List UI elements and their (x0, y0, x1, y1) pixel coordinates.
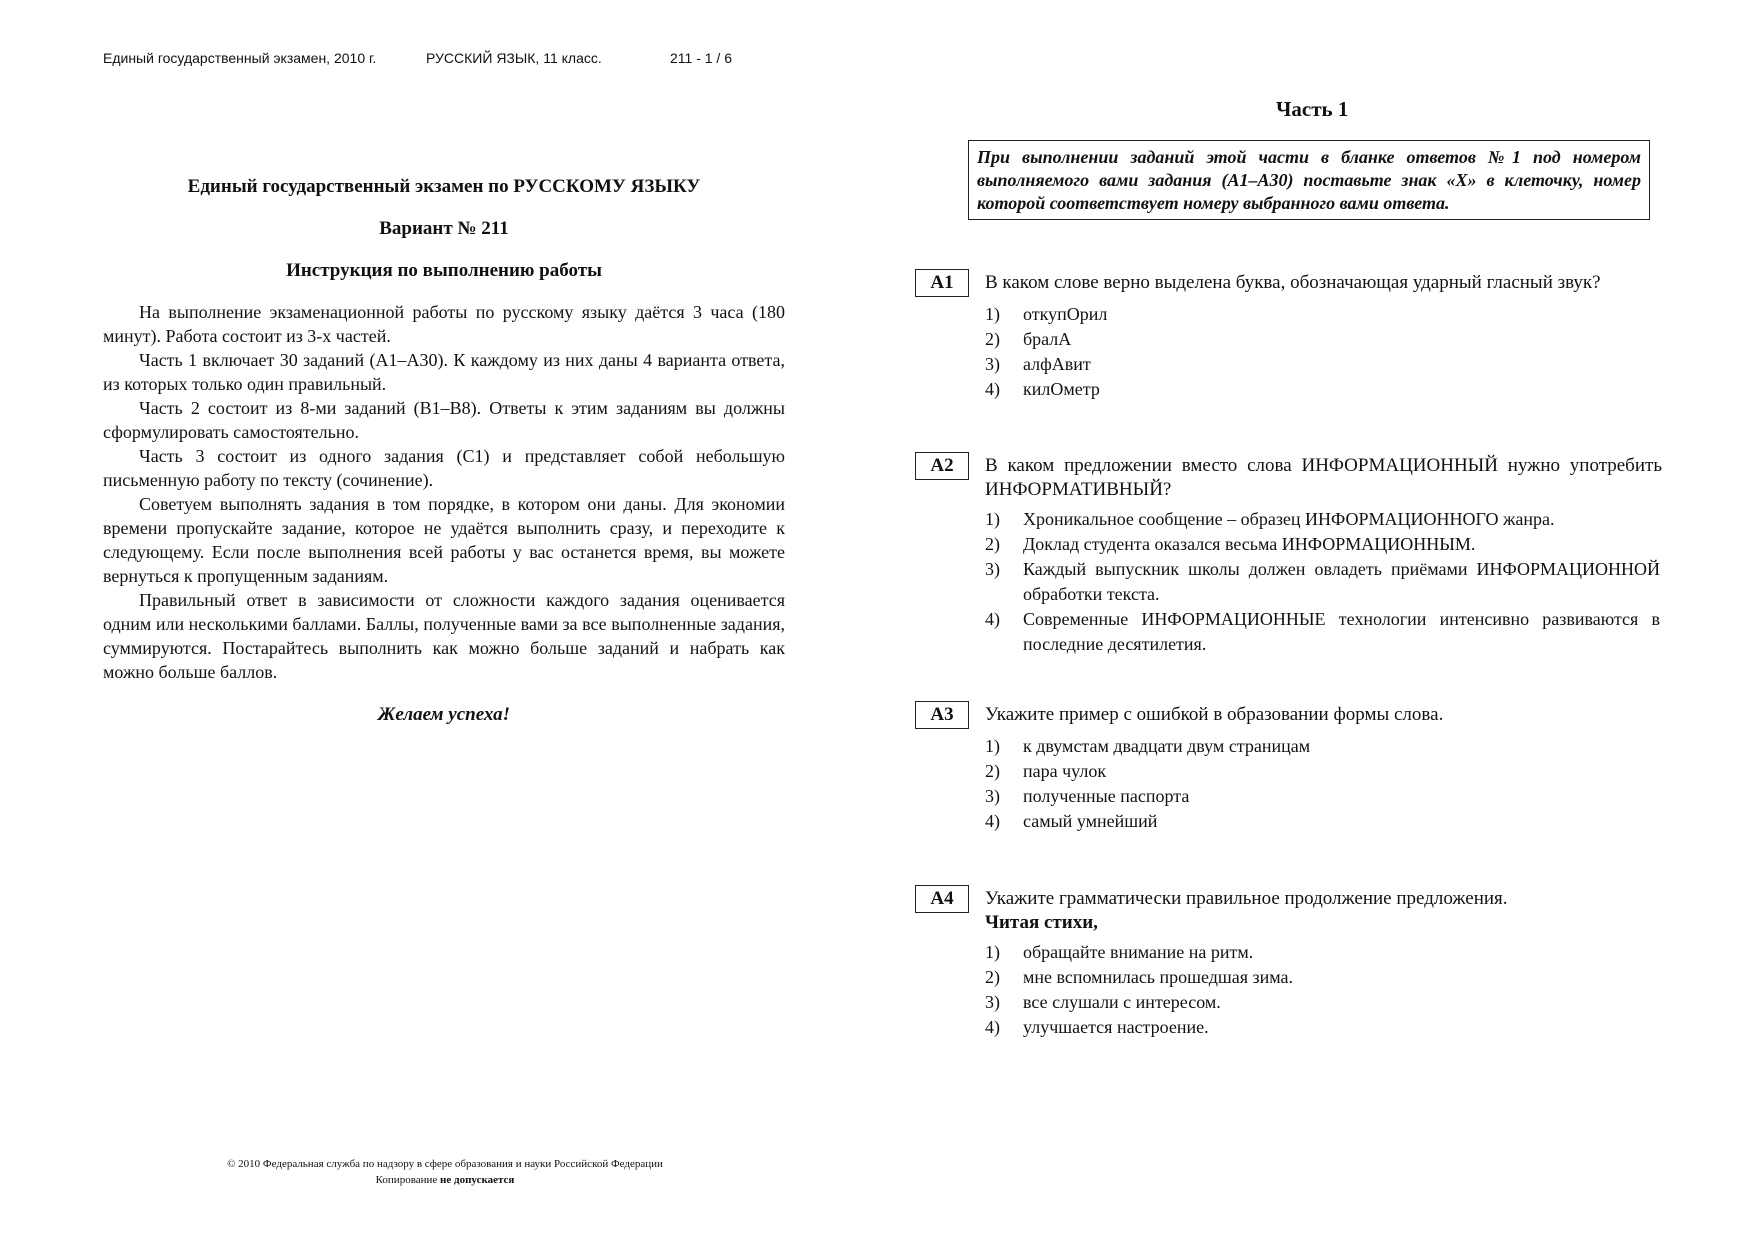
header-page: 211 - 1 / 6 (670, 50, 733, 66)
instruction-paragraph: Часть 1 включает 30 заданий (А1–А30). К каждому из них даны 4 варианта ответа, из которых только один правильный. (103, 350, 785, 394)
option-number: 2) (985, 761, 1000, 781)
option-text: Современные ИНФОРМАЦИОННЫЕ технологии интенсивно развиваются в последние десятилетия. (1023, 609, 1660, 654)
option-text: к двумстам двадцати двум страницам (1023, 736, 1311, 756)
task-question: Укажите пример с ошибкой в образовании формы слова. (985, 704, 1444, 725)
copy-notice (120, 1172, 770, 1188)
task-question (985, 887, 1662, 935)
option-text: Каждый выпускник школы должен овладеть приёмами ИНФОРМАЦИОННОЙ обработки текста. (1023, 559, 1660, 604)
task-number: А4 (915, 885, 969, 913)
task-options (985, 734, 1660, 834)
instruction-paragraph: Часть 2 состоит из 8-ми заданий (В1–В8). Ответы к этим заданиям вы должны сформулировать самостоятельно. (103, 398, 785, 442)
option-number: 1) (985, 736, 1000, 756)
instruction-paragraph: Правильный ответ в зависимости от сложности каждого задания оценивается одним или несколькими баллами. Баллы, полученные вами за все выполненные задания, суммируются. Постарайтесь выполнить как можно больше заданий и набрать как можно больше баллов. (103, 590, 785, 682)
option-number: 3) (985, 992, 1000, 1012)
instructions-body (103, 300, 785, 684)
task-number: А2 (915, 452, 969, 480)
part-instruction-box: При выполнении заданий этой части в бланке ответов №1 под номером выполняемого вами задания (А1–А30) поставьте знак «Х» в клеточку, номер которой соответствует номеру выбранного вами ответа. (968, 140, 1650, 220)
answer-option[interactable] (985, 1015, 1660, 1040)
header-exam: Единый государственный экзамен, 2010 г. (103, 50, 377, 66)
answer-option[interactable] (985, 940, 1660, 965)
option-number: 4) (985, 811, 1000, 831)
option-number: 4) (985, 379, 1000, 399)
option-text: пара чулок (1023, 761, 1107, 781)
task-question-text: Укажите грамматически правильное продолжение предложения. (985, 888, 1508, 909)
option-number: 1) (985, 304, 1000, 324)
left-column (103, 160, 785, 726)
option-number: 3) (985, 786, 1000, 806)
option-text: мне вспомнилась прошедшая зима. (1023, 967, 1294, 987)
option-text: самый умнейший (1023, 811, 1158, 831)
task-options (985, 302, 1660, 402)
option-text: откупОрил (1023, 304, 1108, 324)
task-question: В каком слове верно выделена буква, обозначающая ударный гласный звук? (985, 272, 1601, 293)
wish-text: Желаем успеха! (377, 704, 511, 725)
instruction-paragraph: Советуем выполнять задания в том порядке, в котором они даны. Для экономии времени пропускайте задание, которое не удаётся выполнить сразу, и переходите к следующему. Если после выполнения всей работы у вас останется время, вы можете вернуться к пропущенным заданиям. (103, 494, 785, 586)
option-text: алфАвит (1023, 354, 1091, 374)
exam-title: Единый государственный экзамен по РУССКОМУ ЯЗЫКУ (187, 176, 701, 197)
instructions-title: Инструкция по выполнению работы (286, 260, 602, 281)
answer-option[interactable] (985, 809, 1660, 834)
option-number: 1) (985, 509, 1000, 529)
option-number: 1) (985, 942, 1000, 962)
answer-option[interactable] (985, 302, 1660, 327)
task-number: А3 (915, 701, 969, 729)
task-stem: Читая стихи, (985, 912, 1098, 933)
option-text: килОметр (1023, 379, 1100, 399)
answer-option[interactable] (985, 759, 1660, 784)
option-number: 3) (985, 354, 1000, 374)
answer-option[interactable] (985, 784, 1660, 809)
copy-notice-prefix: Копирование (375, 1174, 441, 1186)
option-number: 4) (985, 609, 1000, 629)
option-number: 3) (985, 559, 1000, 579)
answer-option[interactable] (985, 352, 1660, 377)
task-number: А1 (915, 269, 969, 297)
part-title: Часть 1 (1276, 97, 1349, 121)
header-subject: РУССКИЙ ЯЗЫК, 11 класс. (426, 50, 602, 66)
option-text: все слушали с интересом. (1023, 992, 1221, 1012)
copyright-line: © 2010 Федеральная служба по надзору в сфере образования и науки Российской Федерации (227, 1158, 663, 1170)
option-number: 2) (985, 329, 1000, 349)
instruction-paragraph: На выполнение экзаменационной работы по русскому языку даётся 3 часа (180 минут). Работа состоит из 3-х частей. (103, 302, 785, 346)
option-text: обращайте внимание на ритм. (1023, 942, 1254, 962)
option-number: 2) (985, 534, 1000, 554)
copy-notice-bold: не допускается (440, 1174, 515, 1186)
option-text: бралА (1023, 329, 1072, 349)
task-options (985, 507, 1660, 657)
task-options (985, 940, 1660, 1040)
answer-option[interactable] (985, 507, 1660, 532)
task-question: В каком предложении вместо слова ИНФОРМАЦИОННЫЙ нужно употребить ИНФОРМАТИВНЫЙ? (985, 455, 1662, 500)
variant-title: Вариант № 211 (379, 218, 509, 239)
answer-option[interactable] (985, 377, 1660, 402)
answer-option[interactable] (985, 557, 1660, 607)
answer-option[interactable] (985, 734, 1660, 759)
answer-option[interactable] (985, 327, 1660, 352)
option-text: Доклад студента оказался весьма ИНФОРМАЦИОННЫМ. (1023, 534, 1476, 554)
answer-option[interactable] (985, 532, 1660, 557)
option-text: Хроникальное сообщение – образец ИНФОРМАЦИОННОГО жанра. (1023, 509, 1555, 529)
option-text: полученные паспорта (1023, 786, 1190, 806)
option-text: улучшается настроение. (1023, 1017, 1209, 1037)
option-number: 4) (985, 1017, 1000, 1037)
option-number: 2) (985, 967, 1000, 987)
instruction-paragraph: Часть 3 состоит из одного задания (С1) и представляет собой небольшую письменную работу по тексту (сочинение). (103, 446, 785, 490)
answer-option[interactable] (985, 990, 1660, 1015)
copyright-footer (120, 1156, 770, 1188)
answer-option[interactable] (985, 965, 1660, 990)
answer-option[interactable] (985, 607, 1660, 657)
